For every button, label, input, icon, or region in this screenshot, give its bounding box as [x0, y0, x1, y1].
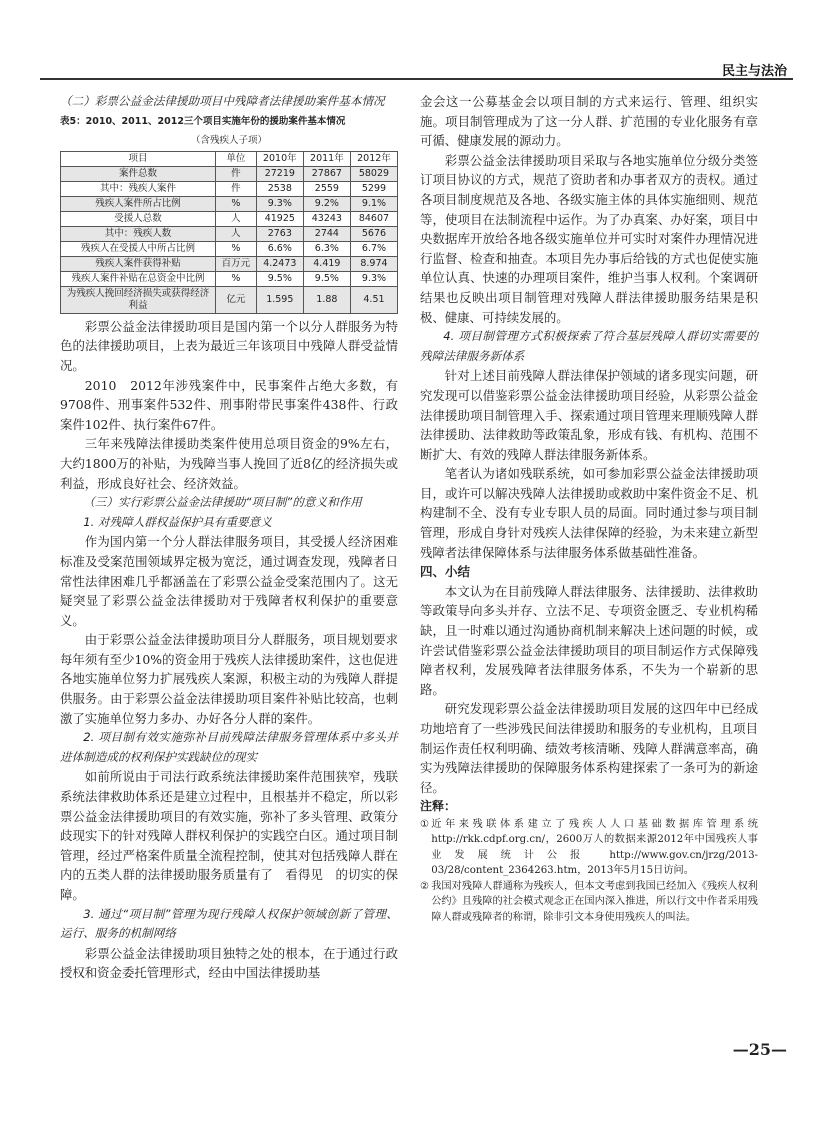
section-heading: （二）彩票公益金法律援助项目中残障者法律援助案件基本情况 [60, 94, 385, 108]
paragraph: 笔者认为诸如残联系统，如可参加彩票公益金法律援助项目，或许可以解决残障人法律援助或救助中案件资金不足、机构建制不全、没有专业专职人员的局面。同时通过参与项目制管理，形成自身针对残疾人法律保障的经验，为未来建立新型残障者法律保障体系与法律服务体系做基础性准备。 [420, 466, 758, 560]
numbered-heading: 4. 项目制管理方式积极探索了符合基层残障人群切实需要的残障法律服务新体系 [420, 329, 758, 363]
table-cell: % [216, 241, 257, 256]
footnote [420, 817, 758, 879]
table-cell: 9.3% [256, 196, 303, 211]
table-cell: 4.419 [303, 256, 350, 271]
table-header-cell: 2010年 [256, 151, 303, 166]
table-cell: 2559 [303, 181, 350, 196]
numbered-heading: 1. 对残障人群权益保护具有重要意义 [83, 514, 272, 529]
table-row [61, 211, 398, 226]
paragraph: 作为国内第一个分人群法律服务项目，其受援人经济困难标准及受案范围领域界定极为宽泛，通过调查发现，残障者日常性法律困难几乎都涵盖在了彩票公益金受案范围内了。这无疑突显了彩票公益金法律援助对于残障者权利保护的重要意义。 [60, 534, 398, 628]
table-cell: 5676 [350, 226, 397, 241]
table-cell: 百万元 [216, 256, 257, 271]
paragraph: 彩票公益金法律援助项目独特之处的根本，在于通过行政授权和资金委托管理形式，经由中国法律援助基 [60, 945, 398, 981]
journal-title: 民主与法治 [721, 64, 787, 79]
table-cell: 2538 [256, 181, 303, 196]
table-row [61, 166, 398, 181]
table-cell: 为残疾人挽回经济损失或获得经济利益 [61, 286, 216, 313]
table-cell: 2763 [256, 226, 303, 241]
table-row [61, 256, 398, 271]
table-cell: 件 [216, 181, 257, 196]
table-cell: 9.5% [303, 271, 350, 286]
table-header-cell: 2011年 [303, 151, 350, 166]
table-cell: 6.6% [256, 241, 303, 256]
table-cell: 6.3% [303, 241, 350, 256]
footnote-text: 我国对残障人群通称为残疾人，但本文考虑到我国已经加入《残疾人权利公约》且残障的社会模式观念正在国内深入推进，所以行文中作者采用残障人群或残障者的称谓，除非引文本身使用残疾人的叫法。 [431, 880, 758, 923]
table-row [61, 226, 398, 241]
table-cell: 案件总数 [61, 166, 216, 181]
right-column [420, 92, 758, 925]
paragraph: 2010 2012年涉残案件中，民事案件占绝大多数，有9708件、刑事案件532件、刑事附带民事案件438件、行政案件102件、执行案件67件。 [60, 377, 398, 432]
table-cell: 亿元 [216, 286, 257, 313]
paragraph: 彩票公益金法律援助项目采取与各地实施单位分级分类签订项目协议的方式，规范了资助者和办事者双方的责权。通过各项目制度规范及各地、各级实施主体的具体实施细则、规范等，使项目在法制流程中运作。为了办真案、办好案，项目中央数据库开放给各地各级实施单位并可实时对案件办理情况进行监督、检查和抽查。本项目先办事后给钱的方式也促使实施单位认真、快速的办理项目案件，维护当事人权利。个案调研结果也反映出项目制管理对残障人群法律援助服务结果是积极、健康、可持续发展的。 [420, 152, 758, 325]
paragraph: 彩票公益金法律援助项目是国内第一个以分人群服务为特色的法律援助项目，上表为最近三年该项目中残障人群受益情况。 [60, 318, 398, 373]
table-cell: 6.7% [350, 241, 397, 256]
subsection-heading: （三）实行彩票公益金法律援助“项目制”的意义和作用 [83, 495, 362, 510]
table-cell: 1.595 [256, 286, 303, 313]
footnote-text: 近年来残联体系建立了残疾人人口基础数据库管理系统 http://rkk.cdpf.org.cn/，2600万人的数据来源2012年中国残疾人事业发展统计公报 http://www.gov.cn/jrzg/2013-03/28/content_2364263.htm，2013年5月15日访问。 [431, 818, 758, 877]
table-cell: 2744 [303, 226, 350, 241]
paragraph: 针对上述目前残障人群法律保护领域的诸多现实问题，研究发现可以借鉴彩票公益金法律援助项目经验，从彩票公益金法律援助项目制管理入手、探索通过项目管理来理顺残障人群法律援助、法律救助等政策乱象，形成有钱、有机构、范围不断扩大、有效的残障人群法律服务新体系。 [420, 368, 758, 462]
table-cell: % [216, 271, 257, 286]
numbered-heading: 3. 通过“项目制”管理为现行残障人权保护领域创新了管理、运行、服务的机制网络 [60, 906, 398, 941]
section-heading: 四、小结 [420, 564, 471, 580]
table-cell: 9.5% [256, 271, 303, 286]
paragraph: 本文认为在目前残障人群法律服务、法律援助、法律救助等政策导向多头并存、立法不足、专项资金匮乏、专业机构稀缺，且一时难以通过沟通协商机制来解决上述问题的时候，或许尝试借鉴彩票公益金法律援助项目的项目制运作方式保障残障者权利，发展残障者法律服务体系，不失为一个崭新的思路。 [420, 583, 758, 697]
table-cell: 受援人总数 [61, 211, 216, 226]
paragraph: 如前所说由于司法行政系统法律援助案件范围狭窄，残联系统法律救助体系还是建立过程中，且根基并不稳定，所以彩票公益金法律援助项目的有效实施，弥补了多头管理、政策分歧现实下的针对残障人群权利保护的实践空白区。通过项目制管理，经过严格案件质量全流程控制，使其对包括残障人群在内的五类人群的法律援助服务质量有了 看得见 的切实的保障。 [60, 769, 398, 902]
table-cell: 84607 [350, 211, 397, 226]
table-cell: 9.3% [350, 271, 397, 286]
table-row [61, 196, 398, 211]
table-cell: 件 [216, 166, 257, 181]
paragraph: 研究发现彩票公益金法律援助项目发展的这四年中已经成功地培育了一些涉残民间法律援助和服务的专业机构，且项目制运作责任权利明确、绩效考核清晰、残障人群满意率高，确实为残障法律援助的保障服务体系构建探索了一条可为的新途径。 [420, 701, 758, 795]
paragraph: 三年来残障法律援助类案件使用总项目资金的9%左右，大约1800万的补贴，为残障当事人挽回了近8亿的经济损失或利益，形成良好社会、经济效益。 [60, 436, 398, 491]
table-cell: 41925 [256, 211, 303, 226]
table-cell: 4.2473 [256, 256, 303, 271]
table-cell: 8.974 [350, 256, 397, 271]
table-cell: 人 [216, 211, 257, 226]
table-cell: 1.88 [303, 286, 350, 313]
table-header-cell: 2012年 [350, 151, 397, 166]
table-cell: 58029 [350, 166, 397, 181]
table-cell: 5299 [350, 181, 397, 196]
table-cell: 9.1% [350, 196, 397, 211]
table-cell: 27867 [303, 166, 350, 181]
notes-title: 注释： [420, 799, 457, 814]
numbered-heading: 2. 项目制有效实施弥补目前残障法律服务管理体系中多头并进体制造成的权利保护实践缺位的现实 [60, 730, 398, 764]
footnote-number: ② [420, 880, 430, 892]
table-cell: 残疾人案件所占比例 [61, 196, 216, 211]
table-caption: 表5：2010、2011、2012三个项目实施年份的援助案件基本情况 [60, 115, 346, 127]
footnote-number: ① [420, 818, 430, 830]
paragraph: 由于彩票公益金法律援助项目分人群服务，项目规划要求每年须有至少10%的资金用于残疾人法律援助案件，这也促进各地实施单位努力扩展残疾人案源，积极主动的为残障人群提供服务。由于彩票公益金法律援助项目案件补贴比较高，也刺激了实施单位努力多办、办好各分人群的案件。 [60, 632, 398, 726]
table-cell: 残疾人在受援人中所占比例 [61, 241, 216, 256]
page-number: —25— [732, 1040, 787, 1059]
left-column [60, 92, 398, 983]
table-header-cell: 项目 [61, 151, 216, 166]
table-cell: 残疾人案件获得补贴 [61, 256, 216, 271]
table-row [61, 286, 398, 313]
table-header-cell: 单位 [216, 151, 257, 166]
table-row [61, 271, 398, 286]
table-cell: % [216, 196, 257, 211]
table-subcaption: （含残疾人子项） [190, 135, 267, 147]
table-cell: 43243 [303, 211, 350, 226]
table-cell: 其中：残疾人数 [61, 226, 216, 241]
data-table [60, 151, 398, 314]
footnote [420, 879, 758, 926]
header-rule [40, 78, 793, 80]
table-row [61, 241, 398, 256]
table-cell: 27219 [256, 166, 303, 181]
table-row [61, 181, 398, 196]
table-cell: 人 [216, 226, 257, 241]
paragraph: 金会这一公募基金会以项目制的方式来运行、管理、组织实施。项目制管理成为了这一分人群、扩范围的专业化服务有章可循、健康发展的源动力。 [420, 94, 758, 149]
table-header-row [61, 151, 398, 166]
table-cell: 9.2% [303, 196, 350, 211]
table-cell: 4.51 [350, 286, 397, 313]
table-cell: 残疾人案件补贴在总资金中比例 [61, 271, 216, 286]
table-cell: 其中：残疾人案件 [61, 181, 216, 196]
